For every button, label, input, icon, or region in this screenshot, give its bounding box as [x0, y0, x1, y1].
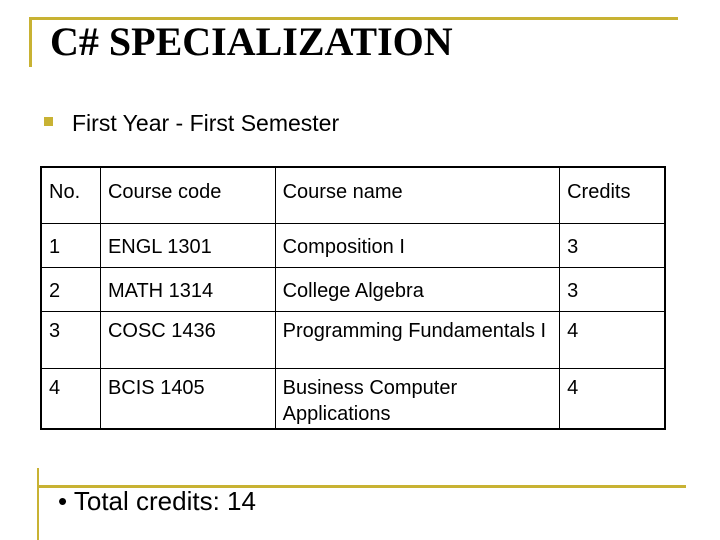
- header-course-code: Course code: [100, 167, 275, 224]
- total-frame-left: [37, 468, 39, 540]
- header-no: No.: [41, 167, 100, 224]
- cell-credits: 3: [560, 268, 665, 312]
- header-course-name: Course name: [275, 167, 559, 224]
- slide-title: C# SPECIALIZATION: [50, 19, 453, 64]
- table-row: [41, 224, 665, 268]
- table-header-row: [41, 167, 665, 224]
- cell-course-code: ENGL 1301: [100, 224, 275, 268]
- slide-subtitle: First Year - First Semester: [72, 110, 340, 136]
- table-row: [41, 369, 665, 430]
- cell-course-name: Business Computer Applications: [275, 369, 559, 430]
- cell-course-name: Programming Fundamentals I: [275, 312, 559, 369]
- table-row: [41, 268, 665, 312]
- cell-credits: 4: [560, 312, 665, 369]
- total-credits: • Total credits: 14: [58, 486, 256, 516]
- table-row: [41, 312, 665, 369]
- cell-course-code: BCIS 1405: [100, 369, 275, 430]
- cell-course-name: Composition I: [275, 224, 559, 268]
- cell-course-code: MATH 1314: [100, 268, 275, 312]
- cell-no: 3: [41, 312, 100, 369]
- header-credits: Credits: [560, 167, 665, 224]
- course-table: [40, 166, 666, 430]
- cell-credits: 4: [560, 369, 665, 430]
- cell-course-code: COSC 1436: [100, 312, 275, 369]
- cell-no: 1: [41, 224, 100, 268]
- title-frame-left: [29, 17, 32, 67]
- cell-credits: 3: [560, 224, 665, 268]
- bullet-square-icon: [44, 117, 53, 126]
- cell-course-name: College Algebra: [275, 268, 559, 312]
- cell-no: 4: [41, 369, 100, 430]
- cell-no: 2: [41, 268, 100, 312]
